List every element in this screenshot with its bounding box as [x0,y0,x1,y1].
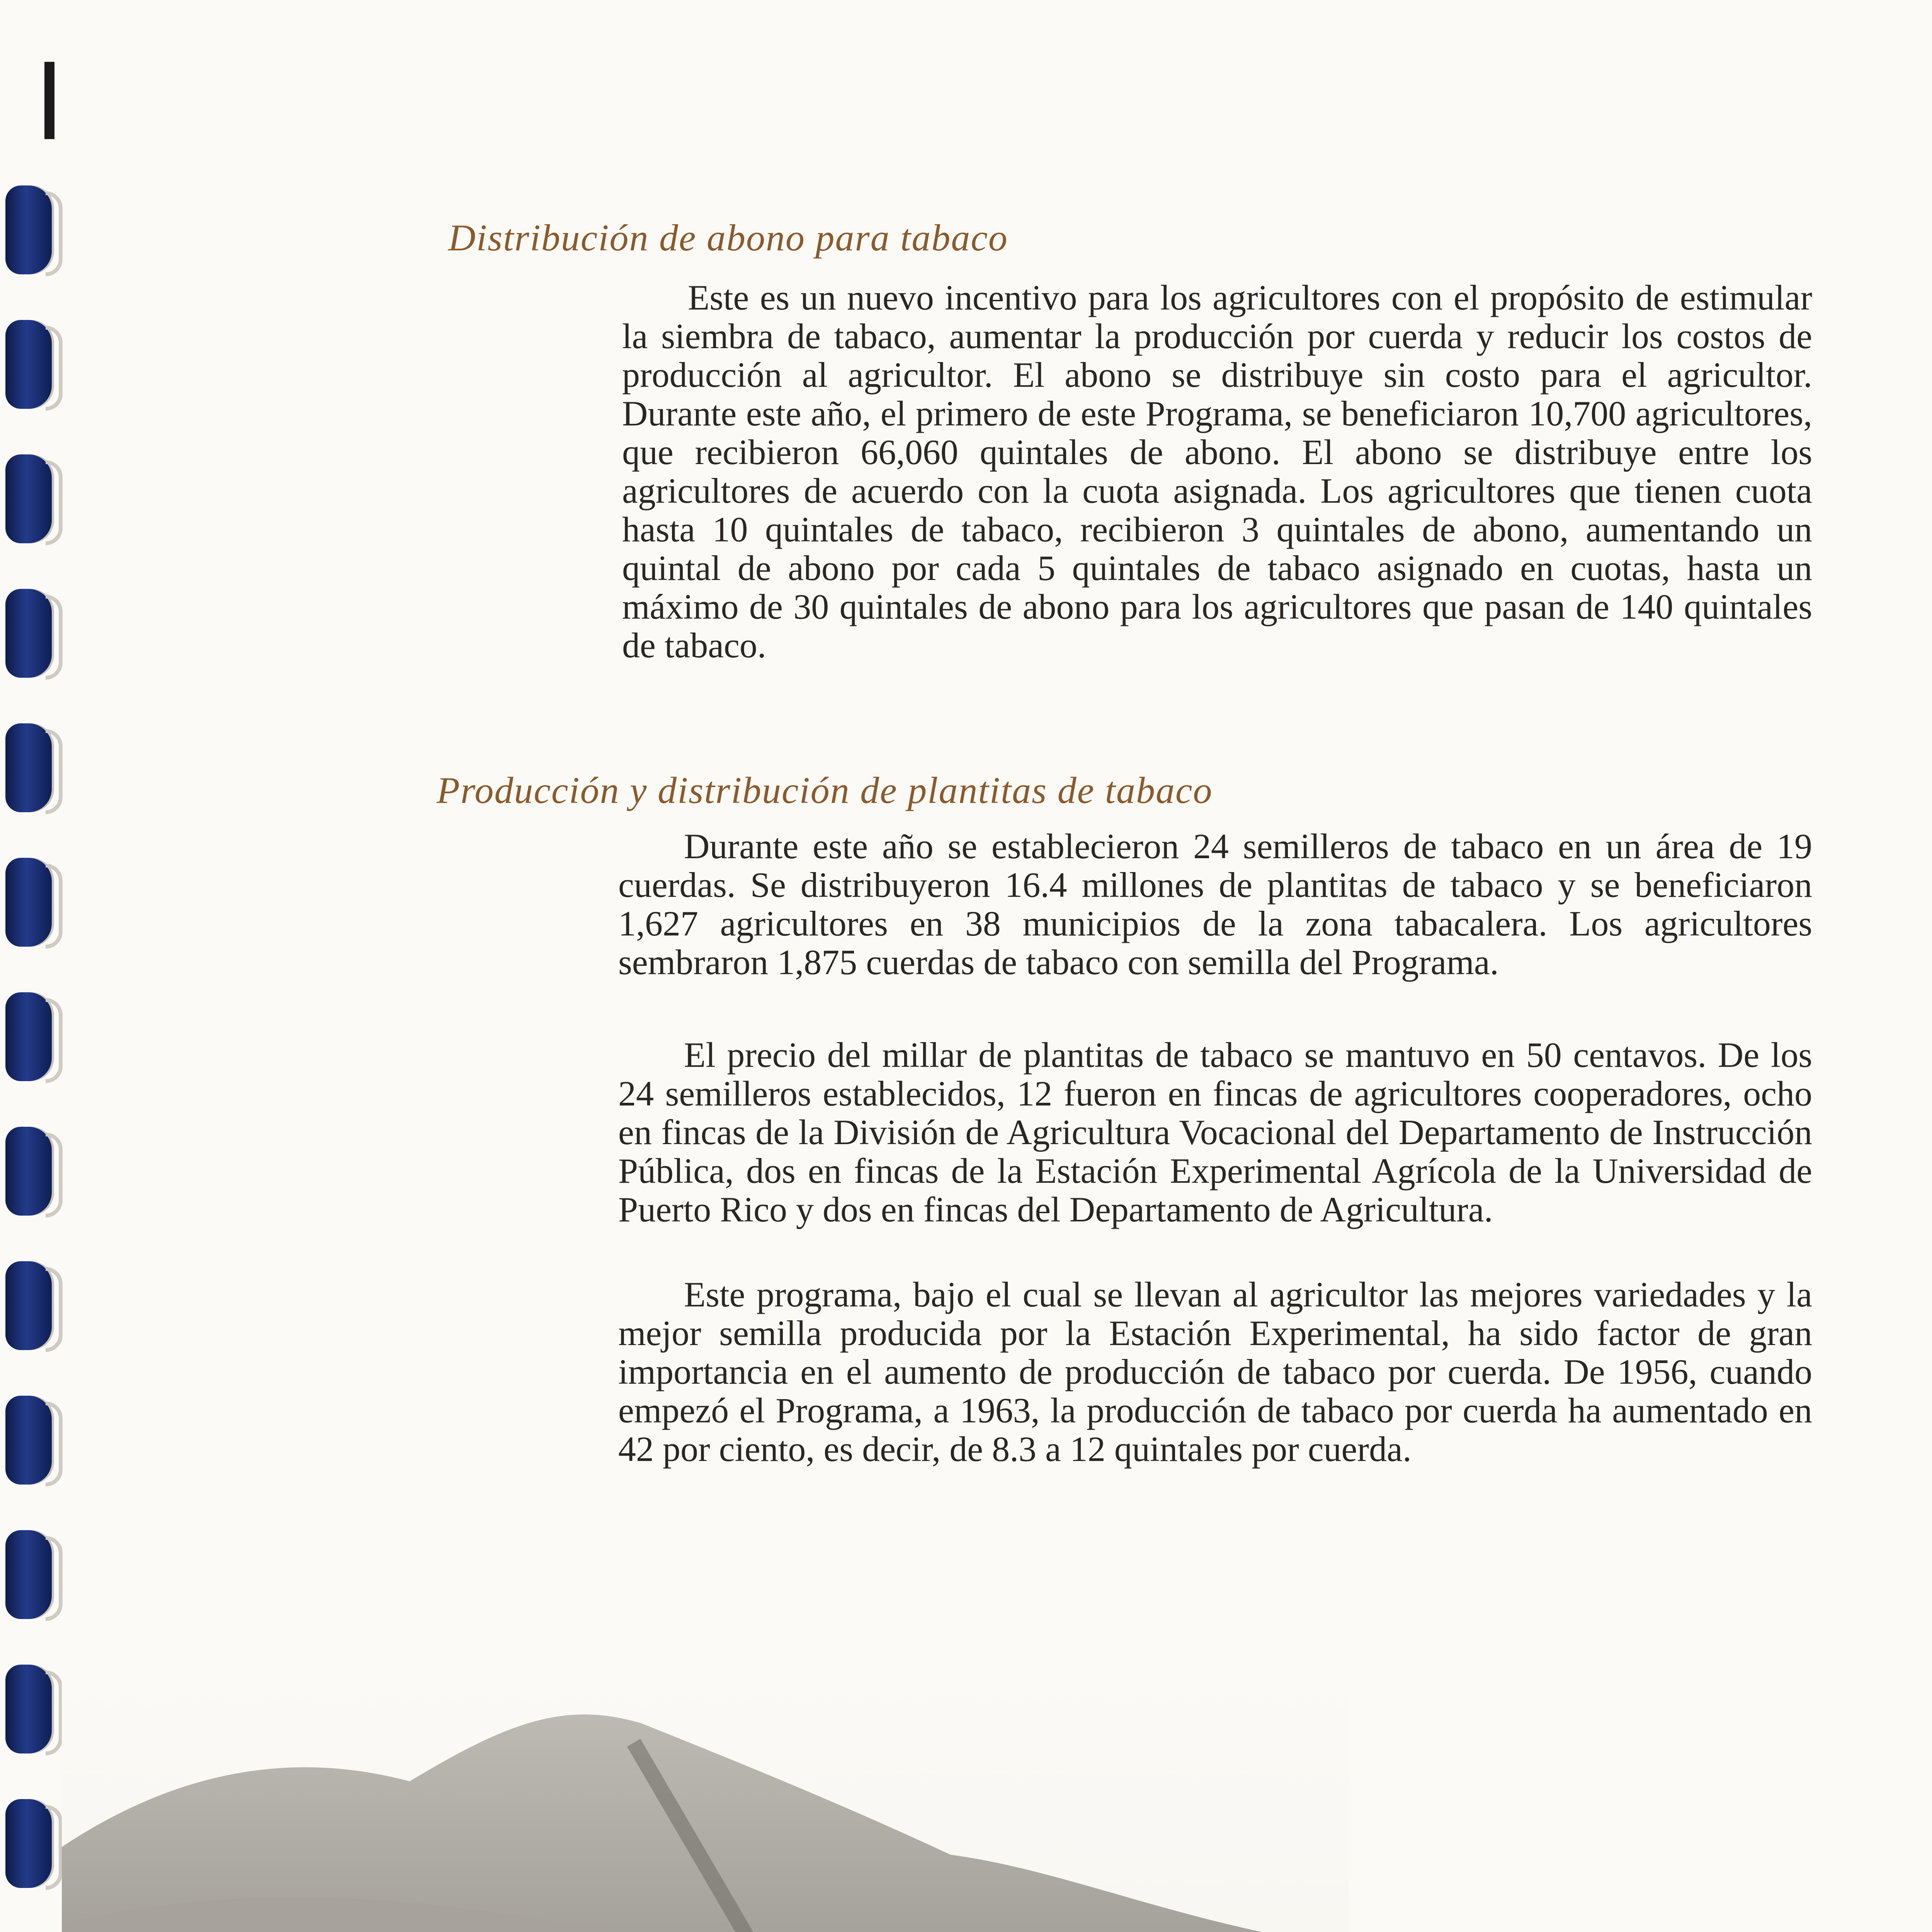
binding-top-mark [44,62,54,139]
binding-ring [5,185,52,274]
tobacco-seedbed-photo [62,1654,1349,1932]
binding-ring-loop [46,1401,63,1486]
binding-ring [5,858,52,947]
binding-ring [5,1127,52,1216]
binding-ring [5,1530,52,1619]
binding-ring [5,723,52,812]
binding-ring-loop [46,1805,63,1890]
binding-ring [5,589,52,678]
paragraph-abono: Este es un nuevo incentivo para los agricultores con el propósito de estimular la siembra de tabaco, aumentar la producción por cuerda y reducir los costos de producción al agricultor. El abono se distribuye sin costo para el agricultor. Durante este año, el primero de este Programa, se beneficiaron 10,700 agricultores, que recibieron 66,060 quintales de abono. El abono se distribuye entre los agricultores de acuerdo con la cuota asignada. Los agricultores que tienen cuota hasta 10 quintales de tabaco, recibieron 3 quintales de abono, aumentando un quintal de abono por cada 5 quintales de tabaco asignado en cuotas, hasta un máximo de 30 quintales de abono para los agricultores que pasan de 140 quintales de tabaco. [622,278,1812,665]
binding-ring-loop [46,326,63,411]
section-heading-plantitas: Producción y distribución de plantitas de tabaco [437,770,1213,811]
binding-ring [5,1261,52,1350]
binding-ring-loop [46,191,63,276]
binding-ring-loop [46,864,63,949]
binding-ring-loop [46,998,63,1083]
binding-ring [5,992,52,1081]
binding-ring [5,1665,52,1753]
paragraph-plantitas-2: El precio del millar de plantitas de tabaco se mantuvo en 50 centavos. De los 24 semilleros establecidos, 12 fueron en fincas de agricultores cooperadores, ocho en fincas de la División de Agricultura Vocacional del Departamento de Instrucción Pública, dos en fincas de la Estación Experimental Agrícola de la Universidad de Puerto Rico y dos en fincas del Departamento de Agricultura. [618,1035,1812,1229]
binding-ring [5,1396,52,1485]
paragraph-plantitas-3: Este programa, bajo el cual se llevan al agricultor las mejores variedades y la mejor semilla producida por la Estación Experimental, ha sido factor de gran importancia en el aumento de producción de tabaco por cuerda. De 1956, cuando empezó el Programa, a 1963, la producción de tabaco por cuerda ha aumentado en 42 por ciento, es decir, de 8.3 a 12 quintales por cuerda. [618,1275,1812,1469]
binding-ring [5,320,52,409]
binding-ring-loop [46,729,63,814]
paragraph-plantitas-1: Durante este año se establecieron 24 semilleros de tabaco en un área de 19 cuerdas. Se distribuyeron 16.4 millones de plantitas de tabaco y se beneficiaron 1,627 agricultores en 38 municipios de la zona tabacalera. Los agricultores sembraron 1,875 cuerdas de tabaco con semilla del Programa. [618,827,1812,982]
binding-ring [5,1799,52,1888]
binding-ring-loop [46,1133,63,1218]
binding-ring [5,454,52,543]
binding-ring-loop [46,1536,63,1621]
binding-ring-loop [46,460,63,545]
binding-ring-loop [46,1267,63,1352]
binding-ring-loop [46,1670,63,1755]
section-heading-abono: Distribución de abono para tabaco [448,217,1008,259]
spiral-binding [0,0,77,1932]
binding-ring-loop [46,595,63,680]
